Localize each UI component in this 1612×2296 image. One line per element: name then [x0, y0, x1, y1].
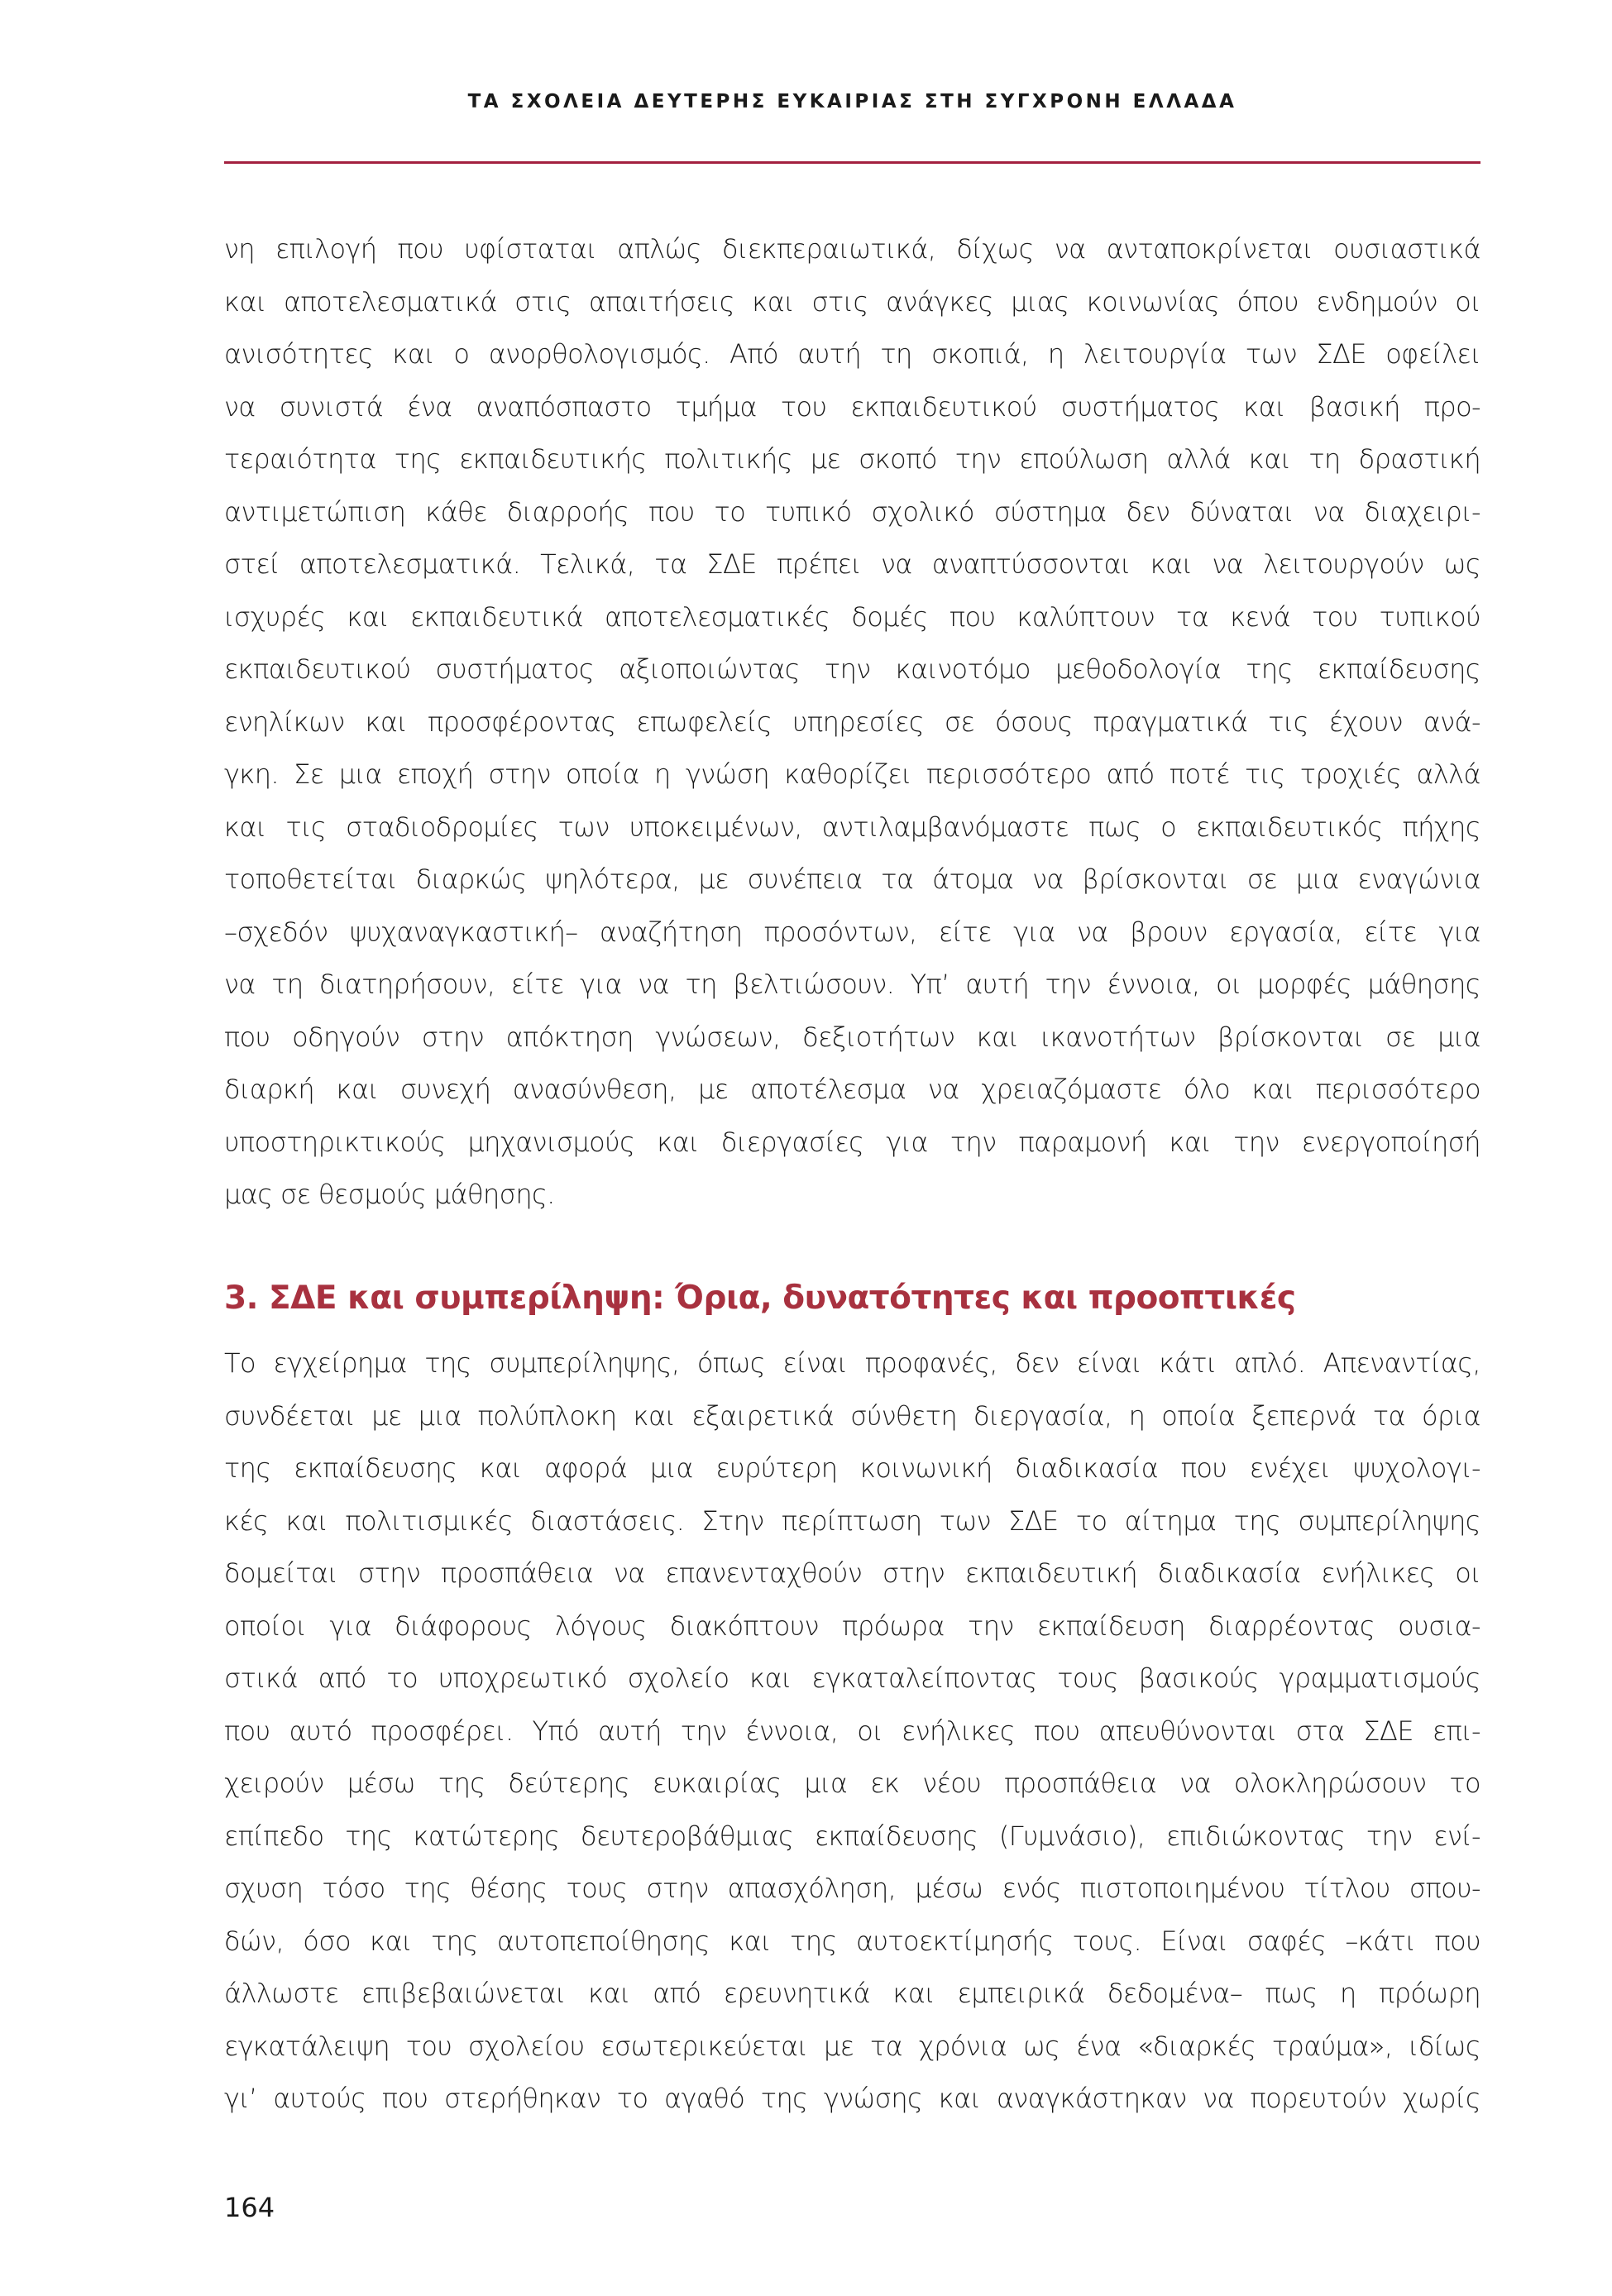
text-line: ανισότητες και ο ανορθολογισμός. Από αυτή τη σκοπιά, η λειτουργία των ΣΔΕ οφείλει — [224, 338, 1480, 370]
text-line: νη επιλογή που υφίσταται απλώς διεκπεραιωτικά, δίχως να ανταποκρίνεται ουσιαστικά — [224, 233, 1480, 265]
text-line: μας σε θεσμούς μάθησης. — [224, 1179, 555, 1210]
text-line: γι’ αυτούς που στερήθηκαν το αγαθό της γνώσης και αναγκάστηκαν να πορευτούν χωρίς — [224, 2083, 1480, 2114]
text-line: τοποθετείται διαρκώς ψηλότερα, με συνέπεια τα άτομα να βρίσκονται σε μια εναγώνια — [224, 863, 1480, 895]
text-line: άλλωστε επιβεβαιώνεται και από ερευνητικά και εμπειρικά δεδομένα– πως η πρόωρη — [224, 1978, 1480, 2009]
text-line: που αυτό προσφέρει. Υπό αυτή την έννοια, οι ενήλικες που απευθύνονται στα ΣΔΕ επι- — [224, 1715, 1480, 1747]
text-line: επίπεδο της κατώτερης δευτεροβάθμιας εκπαίδευσης (Γυμνάσιο), επιδιώκοντας την ενί- — [224, 1820, 1480, 1852]
running-head: ΤΑ ΣΧΟΛΕΙΑ ΔΕΥΤΕΡΗΣ ΕΥΚΑΙΡΙΑΣ ΣΤΗ ΣΥΓΧΡΟΝΗ ΕΛΛΑΔΑ — [467, 91, 1237, 112]
page-number: 164 — [224, 2192, 275, 2223]
text-line: στεί αποτελεσματικά. Τελικά, τα ΣΔΕ πρέπει να αναπτύσσονται και να λειτουργούν ως — [224, 548, 1480, 580]
text-line: στικά από το υποχρεωτικό σχολείο και εγκαταλείποντας τους βασικούς γραμματισμούς — [224, 1662, 1480, 1694]
header-rule — [224, 161, 1480, 164]
text-line: δών, όσο και της αυτοπεποίθησης και της αυτοεκτίμησής τους. Είναι σαφές –κάτι που — [224, 1925, 1480, 1957]
text-line: υποστηρικτικούς μηχανισμούς και διεργασίες για την παραμονή και την ενεργοποίησή — [224, 1126, 1480, 1158]
text-line: αντιμετώπιση κάθε διαρροής που το τυπικό σχολικό σύστημα δεν δύναται να διαχειρι- — [224, 495, 1480, 528]
text-line: χειρούν μέσω της δεύτερης ευκαιρίας μια εκ νέου προσπάθεια να ολοκληρώσουν το — [224, 1767, 1480, 1799]
text-line: οποίοι για διάφορους λόγους διακόπτουν πρόωρα την εκπαίδευση διαρρέοντας ουσια- — [224, 1610, 1480, 1642]
section-heading: 3. ΣΔΕ και συμπερίληψη: Όρια, δυνατότητες και προοπτικές — [224, 1280, 1296, 1317]
text-line: σχυση τόσο της θέσης τους στην απασχόληση, μέσω ενός πιστοποιημένου τίτλου σπου- — [224, 1873, 1480, 1904]
text-line: γκη. Σε μια εποχή στην οποία η γνώση καθορίζει περισσότερο από ποτέ τις τροχιές αλλά — [224, 758, 1480, 790]
text-line: δομείται στην προσπάθεια να επανενταχθούν στην εκπαιδευτική διαδικασία ενήλικες οι — [224, 1557, 1480, 1589]
paragraph-1 — [224, 223, 1480, 1222]
text-line: εκπαιδευτικού συστήματος αξιοποιώντας την καινοτόμο μεθοδολογία της εκπαίδευσης — [224, 653, 1480, 685]
text-line: ισχυρές και εκπαιδευτικά αποτελεσματικές δομές που καλύπτουν τα κενά του τυπικού — [224, 600, 1480, 633]
text-line: συνδέεται με μια πολύπλοκη και εξαιρετικά σύνθετη διεργασία, η οποία ξεπερνά τα όρια — [224, 1399, 1480, 1432]
text-line: –σχεδόν ψυχαναγκαστική– αναζήτηση προσόντων, είτε για να βρουν εργασία, είτε για — [224, 916, 1480, 948]
text-line: να τη διατηρήσουν, είτε για να τη βελτιώσουν. Υπ’ αυτή την έννοια, οι μορφές μάθησης — [224, 969, 1480, 1000]
text-line: ενηλίκων και προσφέροντας επωφελείς υπηρεσίες σε όσους πραγματικά τις έχουν ανά- — [224, 706, 1480, 738]
text-line: Το εγχείρημα της συμπερίληψης, όπως είναι προφανές, δεν είναι κάτι απλό. Απεναντίας, — [224, 1347, 1480, 1379]
text-line: εγκατάλειψη του σχολείου εσωτερικεύεται με τα χρόνια ως ένα «διαρκές τραύμα», ιδίως — [224, 2030, 1480, 2062]
text-line: και τις σταδιοδρομίες των υποκειμένων, αντιλαμβανόμαστε πως ο εκπαιδευτικός πήχης — [224, 811, 1480, 843]
text-line: τεραιότητα της εκπαιδευτικής πολιτικής με σκοπό την επούλωση αλλά και τη δραστική — [224, 443, 1480, 475]
text-line: που οδηγούν στην απόκτηση γνώσεων, δεξιοτήτων και ικανοτήτων βρίσκονται σε μια — [224, 1021, 1480, 1053]
text-line: κές και πολιτισμικές διαστάσεις. Στην περίπτωση των ΣΔΕ το αίτημα της συμπερίληψης — [224, 1504, 1480, 1537]
paragraph-2 — [224, 1337, 1480, 2126]
text-line: και αποτελεσματικά στις απαιτήσεις και στις ανάγκες μιας κοινωνίας όπου ενδημούν οι — [224, 285, 1480, 318]
text-line: διαρκή και συνεχή ανασύνθεση, με αποτέλεσμα να χρειαζόμαστε όλο και περισσότερο — [224, 1074, 1480, 1105]
text-line: της εκπαίδευσης και αφορά μια ευρύτερη κοινωνική διαδικασία που ενέχει ψυχολογι- — [224, 1452, 1480, 1484]
text-line: να συνιστά ένα αναπόσπαστο τμήμα του εκπαιδευτικού συστήματος και βασική προ- — [224, 390, 1480, 423]
